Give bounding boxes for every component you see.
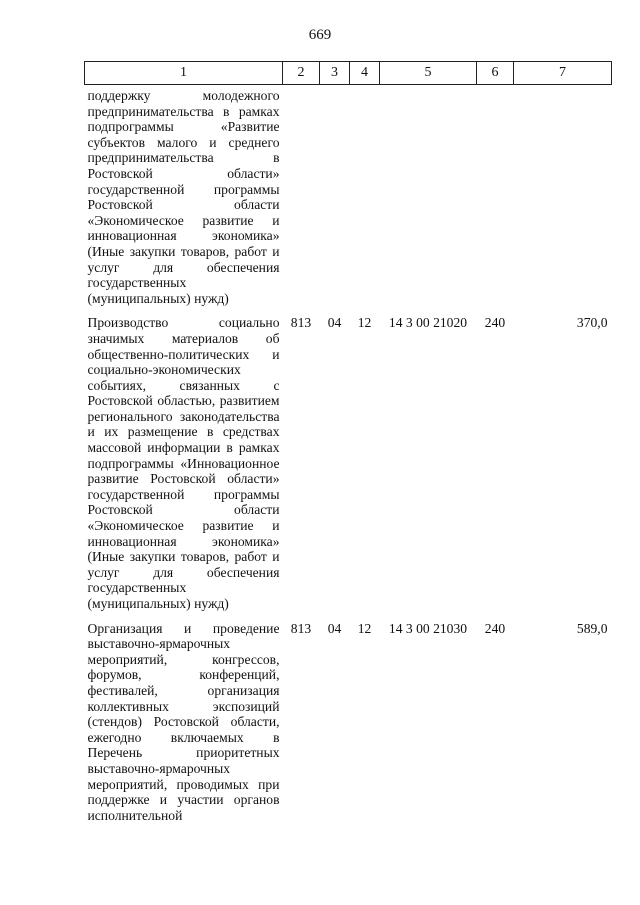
row-subsection-code: 12	[357, 315, 372, 331]
column-header: 4	[350, 62, 380, 85]
column-header: 1	[85, 62, 283, 85]
row-amount: 370,0	[576, 315, 608, 331]
row-subsection-code	[350, 85, 380, 316]
row-expense-type: 240	[484, 315, 506, 331]
row-target-article: 14 3 00 21030	[388, 620, 468, 636]
table-row	[85, 85, 612, 316]
table-row	[85, 315, 612, 620]
row-target-article: 14 3 00 21020	[388, 315, 468, 331]
row-subsection-code: 12	[357, 620, 372, 636]
row-target-article	[380, 85, 477, 316]
column-header: 2	[283, 62, 320, 85]
budget-table	[84, 61, 612, 832]
row-expense-type: 240	[484, 620, 506, 636]
row-section-code: 04	[327, 620, 342, 636]
row-description: Организация и проведение выставочно-ярмарочных мероприятий, конгрессов, форумов, конференций, фестивалей, организация коллективных экспозиций (стендов) Ростовской области, ежегодно включаемых в Перечень приоритетных выставочно-ярмарочных мероприятий, проводимых при поддержке и участии органов исполнительной	[87, 620, 280, 823]
column-header: 5	[380, 62, 477, 85]
table-header-row	[85, 62, 612, 85]
row-description: поддержку молодежного предпринимательства в рамках подпрограммы «Развитие субъектов малого и среднего предпринимательства в Ростовской области» государственной программы Ростовской области «Экономическое развитие и инновационная экономика» (Иные закупки товаров, работ и услуг для обеспечения государственных (муниципальных) нужд)	[87, 88, 280, 306]
page-number: 669	[308, 27, 332, 43]
row-department-code	[283, 85, 320, 316]
column-header: 6	[477, 62, 514, 85]
row-expense-type	[477, 85, 514, 316]
row-department-code: 813	[290, 620, 312, 636]
row-description: Производство социально значимых материалов об общественно-политических и социально-экономических событиях, связанных с Ростовской областью, развитием регионального законодательства и их размещение в средствах массовой информации в рамках подпрограммы «Инновационное развитие Ростовской области» государственной программы Ростовской области «Экономическое развитие и инновационная экономика» (Иные закупки товаров, работ и услуг для обеспечения государственных (муниципальных) нужд)	[87, 315, 280, 611]
column-header: 3	[320, 62, 350, 85]
row-amount	[514, 85, 612, 316]
row-section-code: 04	[327, 315, 342, 331]
row-amount: 589,0	[576, 620, 608, 636]
row-section-code	[320, 85, 350, 316]
table-row	[85, 621, 612, 833]
row-department-code: 813	[290, 315, 312, 331]
column-header: 7	[514, 62, 612, 85]
